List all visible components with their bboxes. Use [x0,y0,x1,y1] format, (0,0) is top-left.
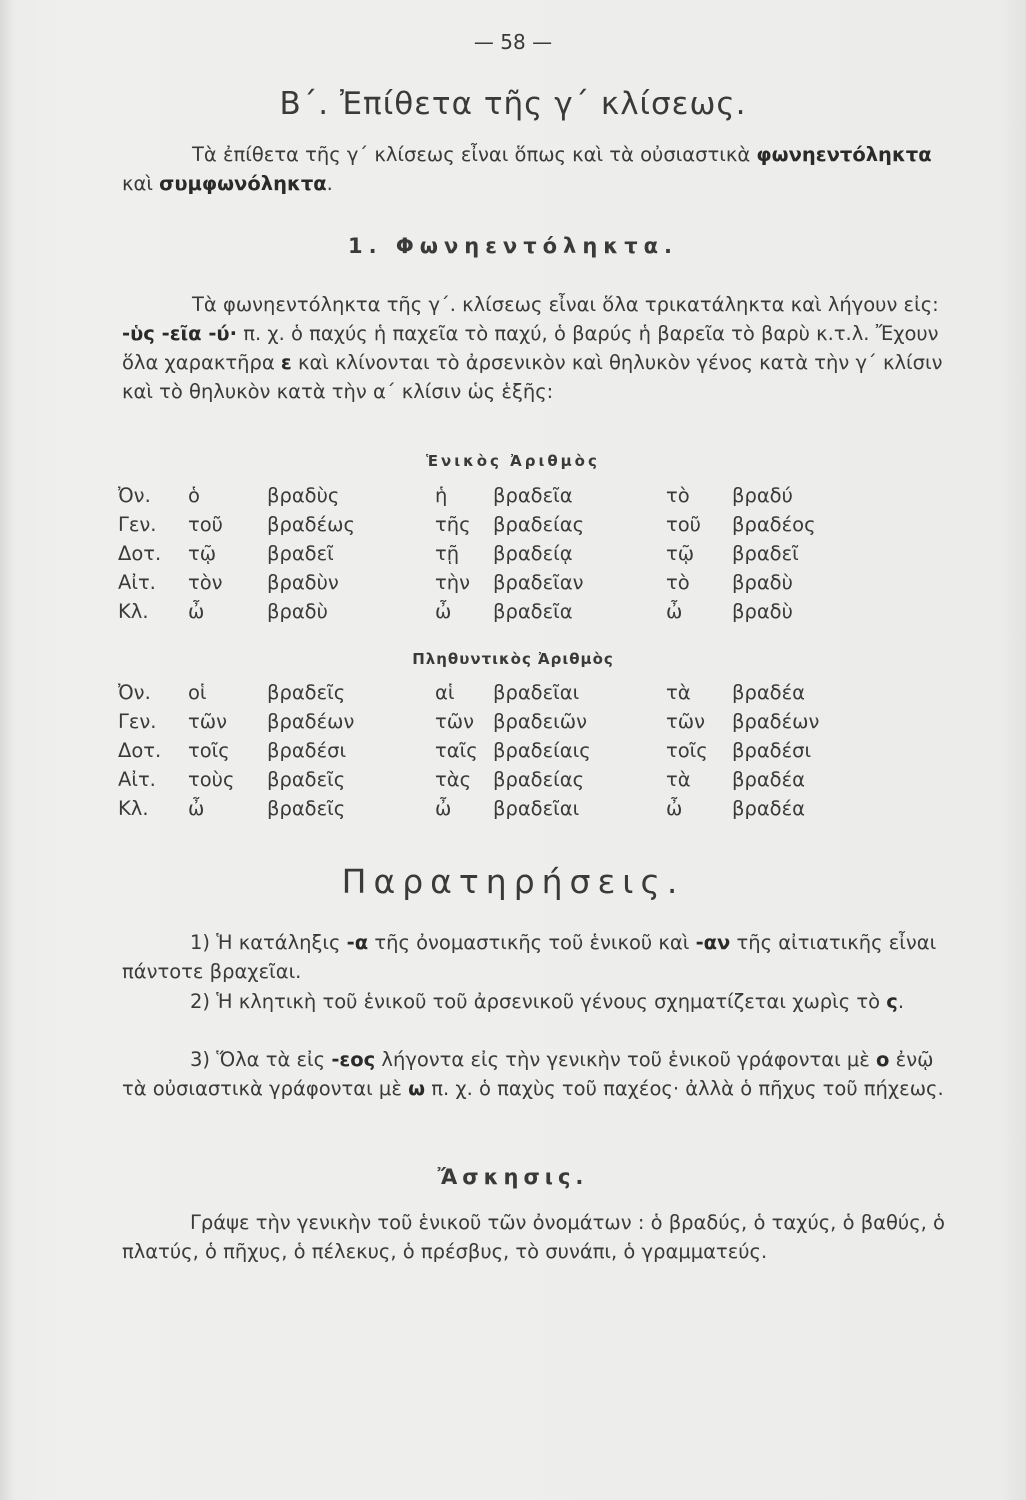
observations-title: Παρατηρήσεις. [341,862,685,901]
article-feminine: αἱ [435,681,455,704]
case-label: Ὀν. [118,484,151,507]
article-masculine: οἱ [188,681,207,704]
obs3-text-e: π. χ. ὁ παχὺς τοῦ παχέος· ἀλλὰ ὁ πῆχυς τοῦ πήχεως. [425,1077,944,1100]
article-feminine: ταῖς [435,739,478,762]
obs3-text-a: 3) Ὅλα τὰ εἰς [190,1048,332,1071]
form-neuter: βραδέα [732,768,806,791]
obs3-bold-eos: -εος [331,1048,376,1071]
article-feminine: ἡ [435,484,448,507]
article-neuter: τοῖς [666,739,708,762]
section-text-3: καὶ κλίνονται τὸ ἀρσενικὸν καὶ θηλυκὸν γένος κατὰ τὴν γ΄ κλίσιν καὶ τὸ θηλυκὸν κατὰ τὴν α΄ κλίσιν ὡς ἑξῆς: [122,351,943,403]
case-label: Γεν. [118,513,157,536]
article-neuter: τῶν [666,710,705,733]
obs3-bold-o: ο [876,1048,890,1071]
case-label: Κλ. [118,797,149,820]
form-masculine: βραδεῖς [267,797,346,820]
obs3-text-c: λήγοντα εἰς τὴν γενικὴν τοῦ ἑνικοῦ γράφονται μὲ [375,1048,877,1071]
plural-heading: Πληθυντικὸς Ἀριθμὸς [412,650,614,668]
form-feminine: βραδεῖαν [493,571,584,594]
article-neuter: ὦ [666,797,683,820]
obs1-text-c: τῆς ὀνομαστικῆς τοῦ ἑνικοῦ καὶ [368,931,696,954]
intro-bold-consonant-ending: συμφωνόληκτα [159,172,327,195]
observation-3 [122,1045,962,1103]
article-feminine: ὦ [435,797,452,820]
table-row [118,707,862,736]
article-neuter: τοῦ [666,513,701,536]
form-feminine: βραδειῶν [493,710,587,733]
obs1-text-a: 1) Ἡ κατάληξις [190,931,347,954]
section-text-1: Τὰ φωνηεντόληκτα τῆς γ΄. κλίσεως εἶναι ὅλα τρικατάληκτα καὶ λήγουν εἰς: [192,293,939,316]
form-masculine: βραδὺν [267,571,339,594]
section-heading: 1. Φωνηεντόληκτα. [347,234,679,258]
article-feminine: τῇ [435,542,460,565]
obs1-bold-an: -αν [695,931,731,954]
article-feminine: τὴν [435,571,470,594]
observation-1 [122,928,962,986]
obs2-text-a: 2) Ἡ κλητικὴ τοῦ ἑνικοῦ τοῦ ἀρσενικοῦ γένους σχηματίζεται χωρὶς τὸ [190,990,887,1013]
article-neuter: τὸ [666,571,690,594]
case-label: Αἰτ. [118,571,156,594]
form-neuter: βραδέα [732,797,806,820]
form-masculine: βραδέως [267,513,355,536]
form-neuter: βραδὺ [732,600,793,623]
form-neuter: βραδέα [732,681,806,704]
plural-declension-table [118,678,862,823]
form-feminine: βραδεῖα [493,600,573,623]
table-row [118,678,862,707]
observation-2 [122,987,962,1016]
intro-text: Τὰ ἐπίθετα τῆς γ΄ κλίσεως εἶναι ὅπως καὶ τὰ οὐσιαστικὰ [192,143,757,166]
singular-heading: Ἑνικὸς Ἀριθμὸς [426,452,600,470]
page-title: Β΄. Ἐπίθετα τῆς γ΄ κλίσεως. [279,86,747,122]
case-label: Δοτ. [118,542,162,565]
article-masculine: τοὺς [188,768,235,791]
obs3-bold-omega: ω [408,1077,426,1100]
article-feminine: τὰς [435,768,472,791]
form-masculine: βραδὺς [267,484,340,507]
table-row [118,736,862,765]
form-neuter: βραδέσι [732,739,812,762]
table-row [118,794,862,823]
section-text-2: π. χ. ὁ παχύς ἡ παχεῖα τὸ παχύ, ὁ βαρύς ἡ βαρεῖα τὸ βαρὺ κ.τ.λ. Ἔχουν ὅλα χαρακτῆρα [122,322,939,374]
case-label: Αἰτ. [118,768,156,791]
article-neuter: τὰ [666,681,691,704]
obs1-text-d: τῆς αἰτιατικῆς εἶναι πάντοτε βραχεῖαι. [122,931,937,983]
form-masculine: βραδεῖς [267,768,346,791]
article-masculine: τὸν [188,571,223,594]
form-feminine: βραδείᾳ [493,542,573,565]
intro-bold-vowel-ending: φωνηεντόληκτα [756,143,932,166]
form-feminine: βραδεῖαι [493,681,580,704]
form-feminine: βραδείας [493,768,585,791]
page-number: — 58 — [473,30,553,54]
form-feminine: βραδείαις [493,739,591,762]
section-endings: -ὑς -εῖα -ύ· [122,322,238,345]
intro-mid: καὶ [122,172,160,195]
form-masculine: βραδέσι [267,739,347,762]
article-masculine: ὦ [188,600,205,623]
table-row [118,568,862,597]
singular-declension-table [118,481,862,626]
article-neuter: ὦ [666,600,683,623]
article-neuter: τὸ [666,484,690,507]
obs1-bold-a: -α [346,931,369,954]
case-label: Κλ. [118,600,149,623]
intro-end: . [326,172,333,195]
article-masculine: τοῖς [188,739,230,762]
table-row [118,481,862,510]
form-neuter: βραδέων [732,710,820,733]
obs2-text-c: . [897,990,905,1013]
article-masculine: τοῦ [188,513,223,536]
table-row [118,597,862,626]
case-label: Γεν. [118,710,157,733]
form-masculine: βραδεῖ [267,542,334,565]
exercise-text: Γράψε τὴν γενικὴν τοῦ ἑνικοῦ τῶν ὀνομάτων : ὁ βραδύς, ὁ ταχύς, ὁ βαθύς, ὁ πλατύς, ὁ πῆχυς, ὁ πέλεκυς, ὁ πρέσβυς, τὸ συνάπι, ὁ γραμματεύς. [122,1211,945,1263]
section-character: ε [280,351,292,374]
table-row [118,765,862,794]
article-neuter: τὰ [666,768,691,791]
form-neuter: βραδεῖ [732,542,799,565]
form-masculine: βραδέων [267,710,355,733]
intro-paragraph [122,140,957,198]
article-masculine: τῶν [188,710,227,733]
form-neuter: βραδέος [732,513,816,536]
obs3-text-d: ἐνῷ τὰ οὐσιαστικὰ γράφονται μὲ [122,1048,934,1100]
exercise-title: Ἄσκησις. [437,1165,589,1189]
table-row [118,539,862,568]
article-feminine: τῶν [435,710,474,733]
form-feminine: βραδείας [493,513,585,536]
form-feminine: βραδεῖα [493,484,573,507]
article-neuter: τῷ [666,542,695,565]
article-feminine: τῆς [435,513,471,536]
form-masculine: βραδεῖς [267,681,346,704]
article-masculine: ὦ [188,797,205,820]
section-paragraph [122,290,957,406]
form-neuter: βραδὺ [732,571,793,594]
case-label: Δοτ. [118,739,162,762]
obs2-bold-s: ς [886,990,898,1013]
form-feminine: βραδεῖαι [493,797,580,820]
table-row [118,510,862,539]
case-label: Ὀν. [118,681,151,704]
form-masculine: βραδὺ [267,600,328,623]
article-masculine: τῷ [188,542,217,565]
article-masculine: ὁ [188,484,200,507]
article-feminine: ὦ [435,600,452,623]
form-neuter: βραδύ [732,484,793,507]
